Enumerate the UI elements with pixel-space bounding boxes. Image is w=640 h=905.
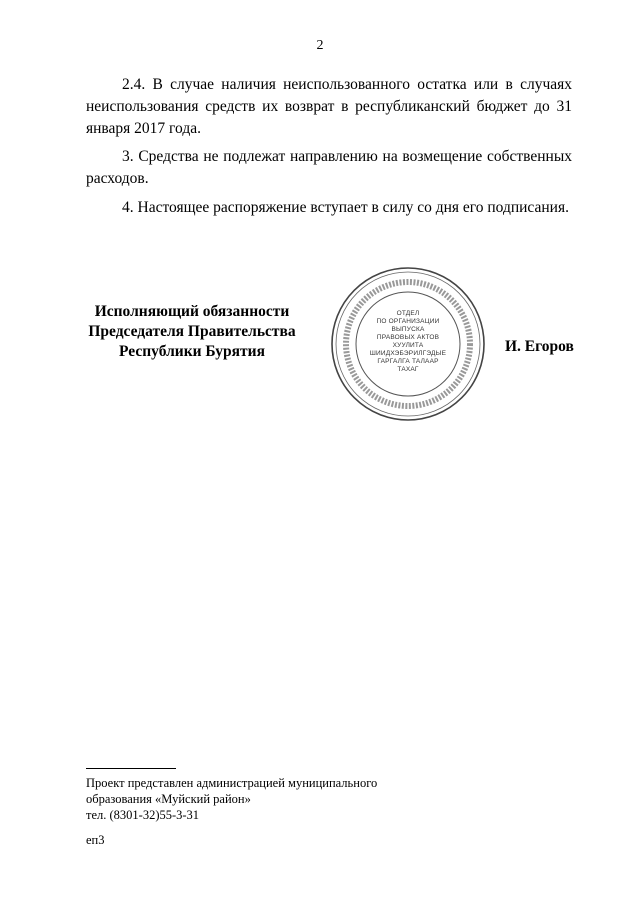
signatory-title	[72, 302, 312, 362]
seal-text-line: ГАРГАЛГА ТАЛААР	[377, 358, 439, 365]
footnote-phone: тел. (8301-32)55-3-31	[86, 808, 200, 822]
signatory-name: И. Егоров	[505, 338, 574, 355]
footnote-line: Проект представлен администрацией муниципального	[86, 776, 378, 790]
seal-text-line: ТАХАГ	[397, 366, 419, 373]
seal-text-line: ОТДЕЛ	[396, 310, 420, 317]
seal-text-line: ХУУЛИТА	[392, 342, 424, 349]
seal-text-line: ВЫПУСКА	[391, 326, 425, 333]
seal-text-line: ПО ОРГАНИЗАЦИИ	[376, 318, 440, 325]
footnote-divider	[86, 768, 176, 769]
page-number: 2	[316, 38, 324, 53]
document-code: еп3	[86, 833, 105, 847]
seal-text-line: ПРАВОВЫХ АКТОВ	[376, 334, 440, 341]
signatory-title-line: Республики Бурятия	[119, 343, 265, 360]
paragraph-2-4: 2.4. В случае наличия неиспользованного остатка или в случаях неиспользования средств их возврат в республиканский бюджет до 31 января 2017 года.	[86, 76, 572, 137]
signatory-title-line: Исполняющий обязанности	[94, 303, 290, 320]
paragraph-4: 4. Настоящее распоряжение вступает в силу со дня его подписания.	[122, 199, 569, 216]
seal-text-line: ШИИДХЭБЭРИЛГЭДЫЕ	[369, 350, 447, 357]
official-seal	[328, 264, 488, 424]
footnote-line: образования «Муйский район»	[86, 792, 251, 806]
signatory-title-line: Председателя Правительства	[88, 323, 296, 340]
paragraph-3: 3. Средства не подлежат направлению на возмещение собственных расходов.	[86, 148, 572, 187]
